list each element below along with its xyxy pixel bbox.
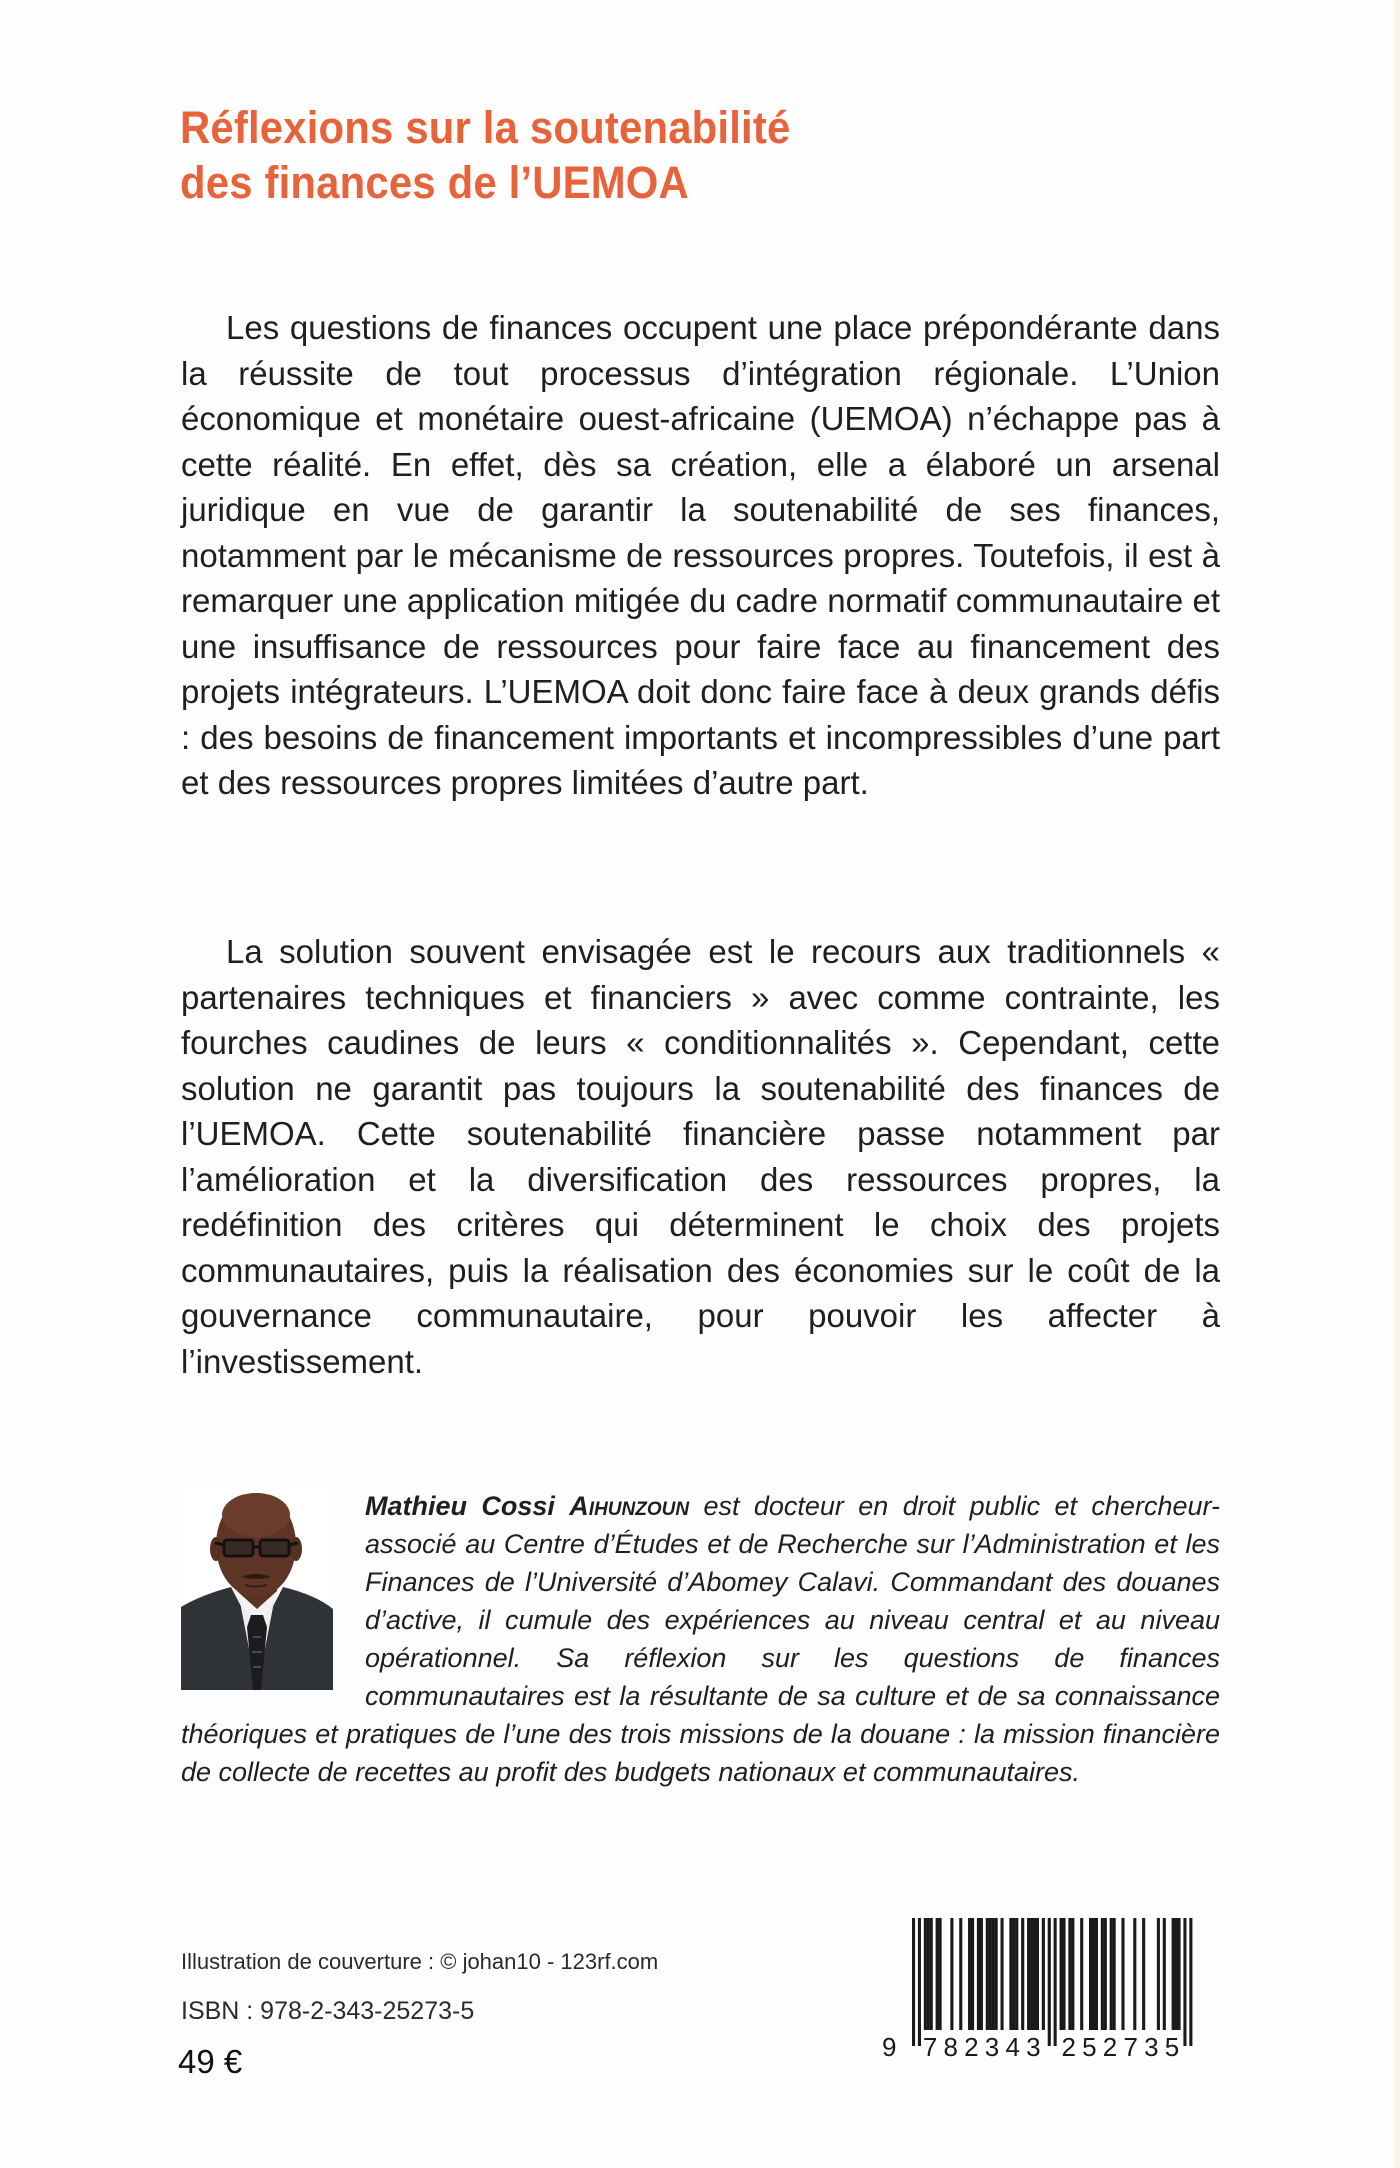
author-bio-text: est docteur en droit public et chercheur-associé au Centre d’Études et de Recherche sur l’Administration et les Finances de l’Université d’Abomey Calavi. Commandant des douanes d’active, il cumule des expériences au niveau central et au niveau opérationnel. Sa réflexion sur les questions de finances communautaires est la résultante de sa culture et de sa connaissance théoriques et pratiques de l’une des trois missions de la douane : la mission financière de collecte de recettes au profit des budgets nationaux et communautaires. [181, 1491, 1220, 1787]
title-line-2: des finances de l’UEMOA [180, 157, 689, 208]
svg-text:2: 2 [964, 2032, 979, 2062]
svg-text:5: 5 [1164, 2032, 1180, 2062]
svg-text:8: 8 [943, 2032, 958, 2062]
summary-paragraph-2-text: La solution souvent envisagée est le recours aux traditionnels « partenaires techniques et financiers » avec comme contrainte, les fourches caudines de leurs « conditionnalités ». Cependant, cette solution ne garantit pas toujours la soutenabilité des finances de l’UEMOA. Cette soutenabilité financière passe notamment par l’amélioration et la diversification des ressources propres, la redéfinition des critères qui déterminent le choix des projets communautaires, puis la réalisation des économies sur le coût de la gouvernance communautaire, pour pouvoir les affecter à l’investissement. [181, 933, 1220, 1380]
isbn: ISBN : 978-2-343-25273-5 [181, 1997, 475, 2025]
author-portrait-icon [181, 1487, 333, 1690]
svg-text:5: 5 [1082, 2032, 1097, 2062]
barcode-icon [880, 1914, 1200, 2064]
svg-text:2: 2 [1102, 2032, 1118, 2062]
author-photo [181, 1487, 333, 1690]
svg-text:3: 3 [1144, 2032, 1159, 2062]
price: 49 € [178, 2043, 243, 2080]
author-bio [181, 1487, 1220, 1791]
svg-text:3: 3 [1026, 2032, 1041, 2062]
ean13-barcode [880, 1914, 1200, 2064]
title-line-1: Réflexions sur la soutenabilité [180, 102, 791, 153]
cover-illustration-credit: Illustration de couverture : © johan10 - 123rf.com [181, 1949, 659, 1974]
svg-text:4: 4 [1005, 2032, 1020, 2062]
author-first-names: Mathieu Cossi [365, 1491, 555, 1521]
svg-text:7: 7 [922, 2032, 938, 2062]
page-edge [1394, 0, 1400, 2168]
svg-text:3: 3 [984, 2032, 1000, 2062]
summary-paragraph-2 [181, 929, 1220, 1384]
summary-paragraph-1-text: Les questions de finances occupent une place prépondérante dans la réussite de tout processus d’intégration régionale. L’Union économique et monétaire ouest-africaine (UEMOA) n’échappe pas à cette réalité. En effet, dès sa création, elle a élaboré un arsenal juridique en vue de garantir la soutenabilité de ses finances, notamment par le mécanisme de ressources propres. Toutefois, il est à remarquer une application mitigée du cadre normatif communautaire et une insuffisance de ressources pour faire face au financement des projets intégrateurs. L’UEMOA doit donc faire face à deux grands défis : des besoins de financement importants et incompressibles d’une part et des ressources propres limitées d’autre part. [181, 309, 1220, 801]
author-surname: Aihunzoun [569, 1491, 690, 1521]
svg-text:7: 7 [1123, 2032, 1138, 2062]
svg-text:9: 9 [882, 2032, 897, 2062]
book-title [180, 100, 1110, 210]
svg-text:2: 2 [1061, 2032, 1076, 2062]
summary-paragraph-1 [181, 305, 1220, 806]
